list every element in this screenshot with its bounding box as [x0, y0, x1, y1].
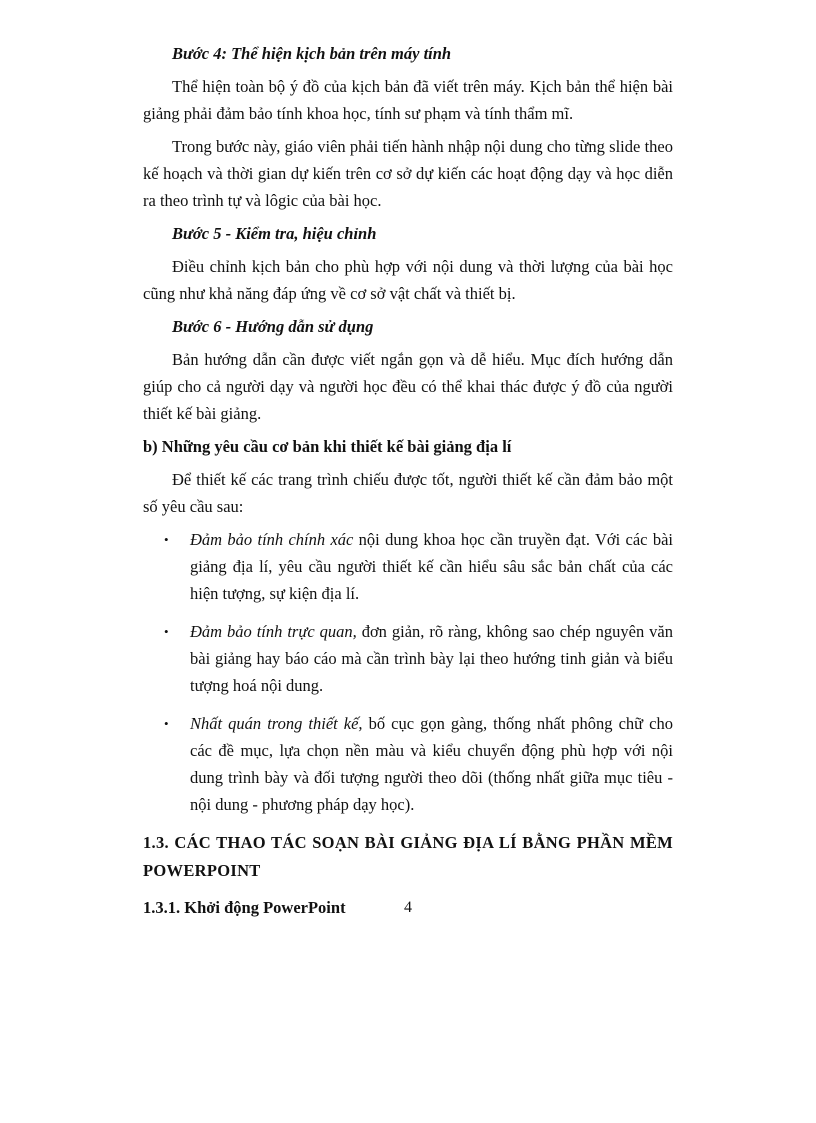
list-item [143, 618, 673, 699]
section-1-3-1-heading: 1.3.1. Khởi động PowerPoint [143, 898, 346, 917]
requirements-intro: Để thiết kế các trang trình chiếu được tốt, người thiết kế cần đảm bảo một số yêu cầu sau: [143, 470, 673, 516]
step-4-heading: Bước 4: Thể hiện kịch bản trên máy tính [172, 44, 452, 63]
requirements-list [143, 526, 673, 818]
bullet-icon: • [164, 532, 169, 547]
page-number: 4 [404, 899, 412, 916]
step-5-paragraph: Điều chỉnh kịch bản cho phù hợp với nội dung và thời lượng của bài học cũng như khả năng đáp ứng về cơ sở vật chất và thiết bị. [143, 257, 673, 303]
step-4-paragraph-2: Trong bước này, giáo viên phải tiến hành nhập nội dung cho từng slide theo kế hoạch và thời gian dự kiến trên cơ sở dự kiến các hoạt động dạy và học diễn ra theo trình tự và lôgic của bài học. [143, 137, 673, 210]
bullet-icon: • [164, 716, 169, 731]
bullet-body-text: nội dung khoa học cần truyền đạt. Với các bài giảng địa lí, yêu cầu người thiết kế cần hiểu sâu sắc bản chất của các hiện tượng, sự kiện địa lí. [190, 530, 673, 603]
step-5-heading: Bước 5 - Kiểm tra, hiệu chỉnh [172, 224, 377, 243]
list-item [143, 710, 673, 818]
step-6-paragraph: Bản hướng dẫn cần được viết ngắn gọn và dễ hiểu. Mục đích hướng dẫn giúp cho cả người dạy và người học đều có thể khai thác được ý đồ của người thiết kế bài giảng. [143, 350, 673, 423]
bullet-lead-text: Đảm bảo tính trực quan, [190, 622, 357, 641]
bullet-body-text: đơn giản, rõ ràng, không sao chép nguyên văn bài giảng hay báo cáo mà cần trình bày lại theo hướng tinh giản và biểu tượng hoá nội dung. [190, 622, 674, 695]
bullet-body-text: bố cục gọn gàng, thống nhất phông chữ cho các đề mục, lựa chọn nền màu và kiểu chuyển động phù hợp với nội dung trình bày và đối tượng người theo dõi (thống nhất giữa mục tiêu - nội dung - phương pháp dạy học). [190, 714, 673, 814]
bullet-lead-text: Đảm bảo tính chính xác [190, 530, 354, 549]
list-item [143, 526, 673, 607]
requirements-heading: b) Những yêu cầu cơ bản khi thiết kế bài giảng địa lí [143, 437, 512, 456]
bullet-icon: • [164, 624, 169, 639]
step-6-heading: Bước 6 - Hướng dẫn sử dụng [172, 317, 374, 336]
section-1-3-heading: 1.3. CÁC THAO TÁC SOẠN BÀI GIẢNG ĐỊA LÍ BẰNG PHẦN MỀM POWERPOINT [143, 833, 673, 880]
step-4-paragraph-1: Thể hiện toàn bộ ý đồ của kịch bản đã viết trên máy. Kịch bản thể hiện bài giảng phải đảm bảo tính khoa học, tính sư phạm và tính thẩm mĩ. [143, 77, 673, 123]
bullet-lead-text: Nhất quán trong thiết kế, [190, 714, 363, 733]
